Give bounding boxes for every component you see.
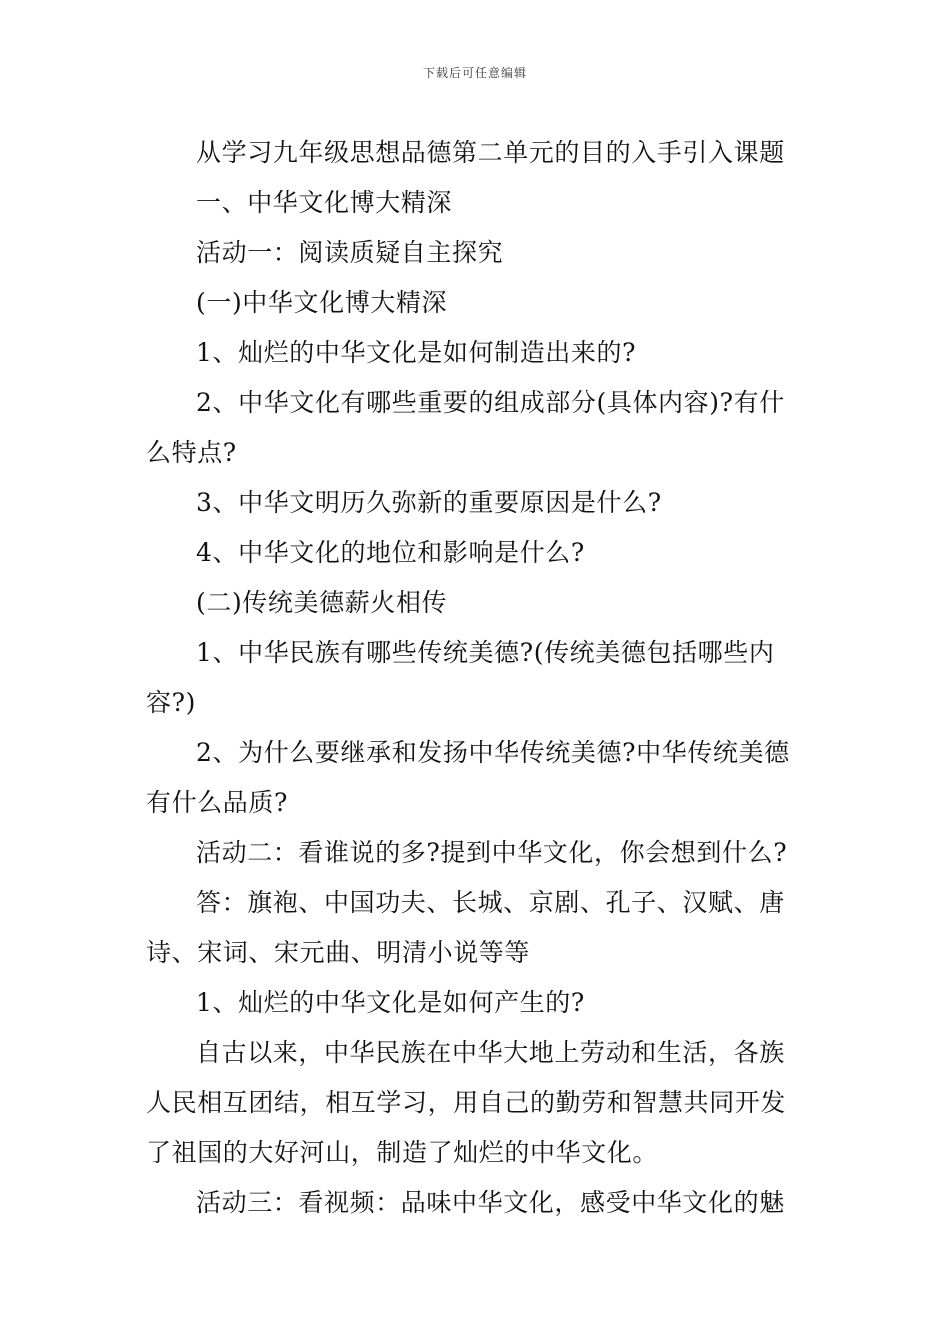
answer-paragraph: 答：旗袍、中国功夫、长城、京剧、孔子、汉赋、唐诗、宋词、宋元曲、明清小说等等 bbox=[146, 888, 785, 967]
intro-paragraph: 从学习九年级思想品德第二单元的目的入手引入课题 bbox=[196, 138, 785, 167]
body-paragraph: 自古以来，中华民族在中华大地上劳动和生活，各族人民相互团结，相互学习，用自己的勤劳和智慧共同开发了祖国的大好河山，制造了灿烂的中华文化。 bbox=[146, 1038, 787, 1167]
question-item: 2、为什么要继承和发扬中华传统美德?中华传统美德有什么品质? bbox=[146, 738, 790, 817]
activity-heading: 活动一：阅读质疑自主探究 bbox=[196, 238, 504, 267]
question-item: 1、灿烂的中华文化是如何制造出来的? bbox=[196, 338, 637, 367]
question-item: 1、灿烂的中华文化是如何产生的? bbox=[196, 988, 585, 1017]
section-heading: 一、中华文化博大精深 bbox=[196, 188, 453, 217]
subsection-heading: (二)传统美德薪火相传 bbox=[196, 588, 448, 617]
document-body bbox=[146, 128, 810, 1228]
question-item: 3、中华文明历久弥新的重要原因是什么? bbox=[196, 488, 662, 517]
activity-heading: 活动三：看视频：品味中华文化，感受中华文化的魅 bbox=[196, 1188, 785, 1217]
question-item: 2、中华文化有哪些重要的组成部分(具体内容)?有什么特点? bbox=[146, 388, 785, 467]
question-item: 4、中华文化的地位和影响是什么? bbox=[196, 538, 585, 567]
question-item: 1、中华民族有哪些传统美德?(传统美德包括哪些内容?) bbox=[146, 638, 775, 717]
subsection-heading: (一)中华文化博大精深 bbox=[196, 288, 448, 317]
activity-heading: 活动二：看谁说的多?提到中华文化，你会想到什么? bbox=[196, 838, 788, 867]
header-note: 下载后可任意编辑 bbox=[422, 66, 527, 80]
